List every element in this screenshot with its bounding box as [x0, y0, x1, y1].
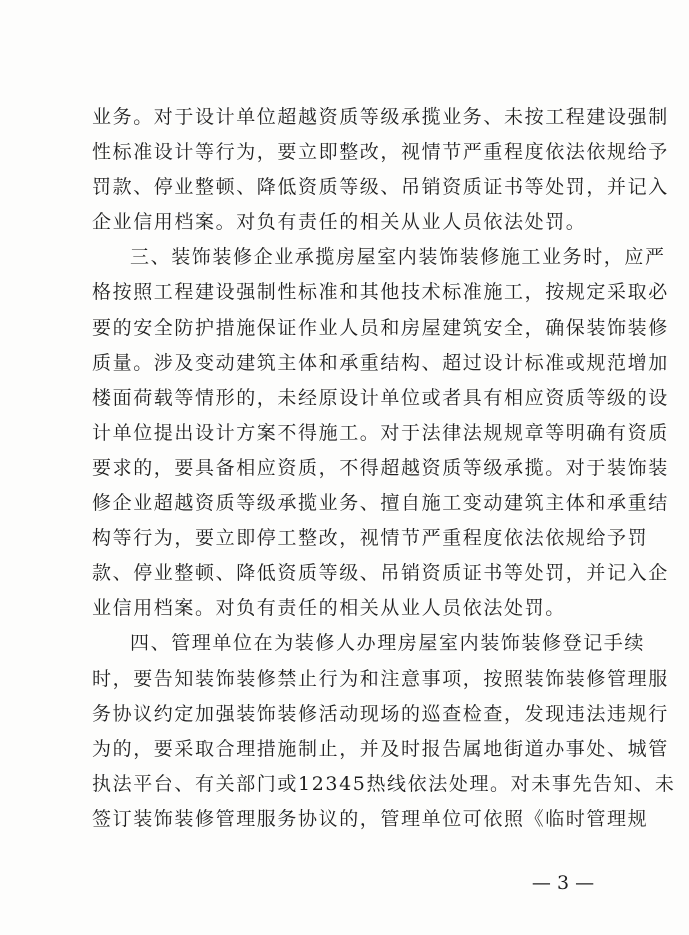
paragraph	[92, 240, 669, 626]
text-line: 签订装饰装修管理服务协议的，管理单位可依照《临时管理规	[92, 807, 649, 830]
text-line: 要的安全防护措施保证作业人员和房屋建筑安全，确保装饰装修	[92, 316, 669, 339]
text-line: 四、管理单位在为装修人办理房屋室内装饰装修登记手续	[130, 632, 646, 655]
text-line: 要求的，要具备相应资质，不得超越资质等级承揽。对于装饰装	[92, 456, 669, 479]
paragraph	[92, 626, 676, 837]
text-line: 质量。涉及变动建筑主体和承重结构、超过设计标准或规范增加	[92, 351, 669, 374]
text-line: 计单位提出设计方案不得施工。对于法律法规规章等明确有资质	[92, 421, 669, 444]
document-body	[92, 100, 676, 837]
text-line: 执法平台、有关部门或12345热线依法处理。对未事先告知、未	[92, 772, 676, 795]
paragraph	[92, 100, 669, 240]
page-number: — 3 —	[531, 872, 595, 894]
text-line: 构等行为，要立即停工整改，视情节严重程度依法依规给予罚	[92, 527, 649, 550]
text-line: 务协议约定加强装饰装修活动现场的巡查检查，发现违法违规行	[92, 702, 669, 725]
text-line: 罚款、停业整顿、降低资质等级、吊销资质证书等处罚，并记入	[92, 176, 669, 199]
text-line: 修企业超越资质等级承揽业务、擅自施工变动建筑主体和承重结	[92, 492, 669, 515]
text-line: 业务。对于设计单位超越资质等级承揽业务、未按工程建设强制	[92, 106, 669, 128]
text-line: 款、停业整顿、降低资质等级、吊销资质证书等处罚，并记入企	[92, 562, 669, 585]
text-line: 为的，要采取合理措施制止，并及时报告属地街道办事处、城管	[92, 737, 669, 760]
text-line: 格按照工程建设强制性标准和其他技术标准施工，按规定采取必	[92, 281, 669, 304]
text-line: 三、装饰装修企业承揽房屋室内装饰装修施工业务时，应严	[130, 246, 666, 269]
text-line: 性标准设计等行为，要立即整改，视情节严重程度依法依规给予	[92, 141, 669, 164]
text-line: 业信用档案。对负有责任的相关从业人员依法处罚。	[92, 597, 566, 620]
text-line: 企业信用档案。对负有责任的相关从业人员依法处罚。	[92, 211, 587, 234]
text-line: 时，要告知装饰装修禁止行为和注意事项，按照装饰装修管理服	[92, 667, 669, 690]
text-line: 楼面荷载等情形的，未经原设计单位或者具有相应资质等级的设	[92, 386, 669, 409]
